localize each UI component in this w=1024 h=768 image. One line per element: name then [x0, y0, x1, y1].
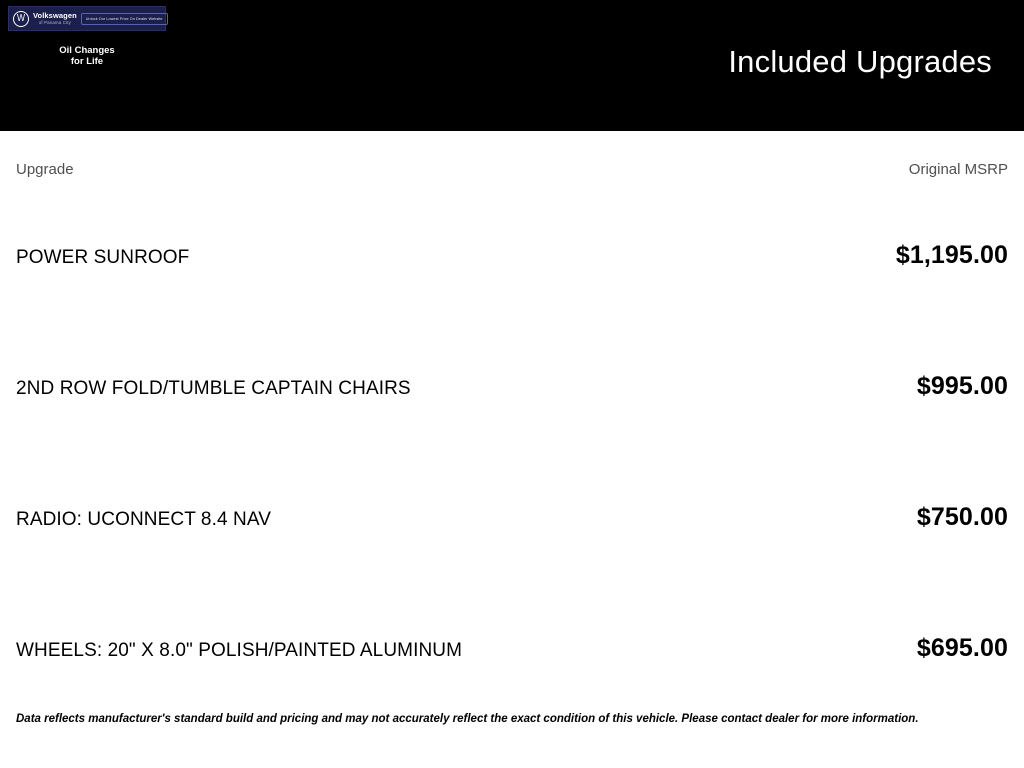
column-header-upgrade: Upgrade	[16, 161, 74, 178]
upgrade-price: $750.00	[916, 503, 1008, 531]
table-row	[16, 309, 1008, 440]
page-header	[0, 0, 1024, 131]
dealer-brand-subtitle: of Panama City	[38, 19, 71, 25]
upgrade-name: RADIO: UCONNECT 8.4 NAV	[16, 509, 271, 530]
page-title: Included Upgrades	[728, 44, 992, 79]
table-row	[16, 440, 1008, 571]
dealer-tagline	[8, 45, 166, 67]
dealer-brand-text	[33, 12, 77, 25]
column-header-msrp: Original MSRP	[908, 161, 1008, 178]
dealer-brand-bar[interactable]	[8, 6, 166, 31]
dealer-tagline-line1: Oil Changes	[59, 45, 115, 56]
table-row	[16, 571, 1008, 702]
upgrade-name: 2ND ROW FOLD/TUMBLE CAPTAIN CHAIRS	[16, 378, 411, 399]
table-column-headers	[16, 131, 1008, 178]
upgrade-name: WHEELS: 20" X 8.0" POLISH/PAINTED ALUMINUM	[16, 640, 463, 661]
dealer-brand-name: Volkswagen	[33, 11, 77, 21]
upgrade-price: $995.00	[916, 372, 1008, 400]
dealer-brand-block[interactable]	[8, 6, 166, 67]
upgrade-price: $1,195.00	[895, 241, 1008, 269]
disclaimer-text: Data reflects manufacturer's standard build and pricing and may not accurately reflect the exact condition of this vehicle. Please contact dealer for more information.	[16, 713, 919, 725]
vw-roundel-icon	[13, 11, 29, 27]
dealer-tagline-line2: for Life	[70, 56, 104, 68]
table-rows	[16, 178, 1008, 702]
upgrade-name: POWER SUNROOF	[16, 247, 190, 268]
upgrade-price: $695.00	[916, 634, 1008, 662]
table-row	[16, 178, 1008, 309]
upgrades-table	[0, 131, 1024, 702]
dealer-price-cta-button[interactable]: Unlock Our Lowest Price On Dealer Website	[81, 13, 168, 25]
